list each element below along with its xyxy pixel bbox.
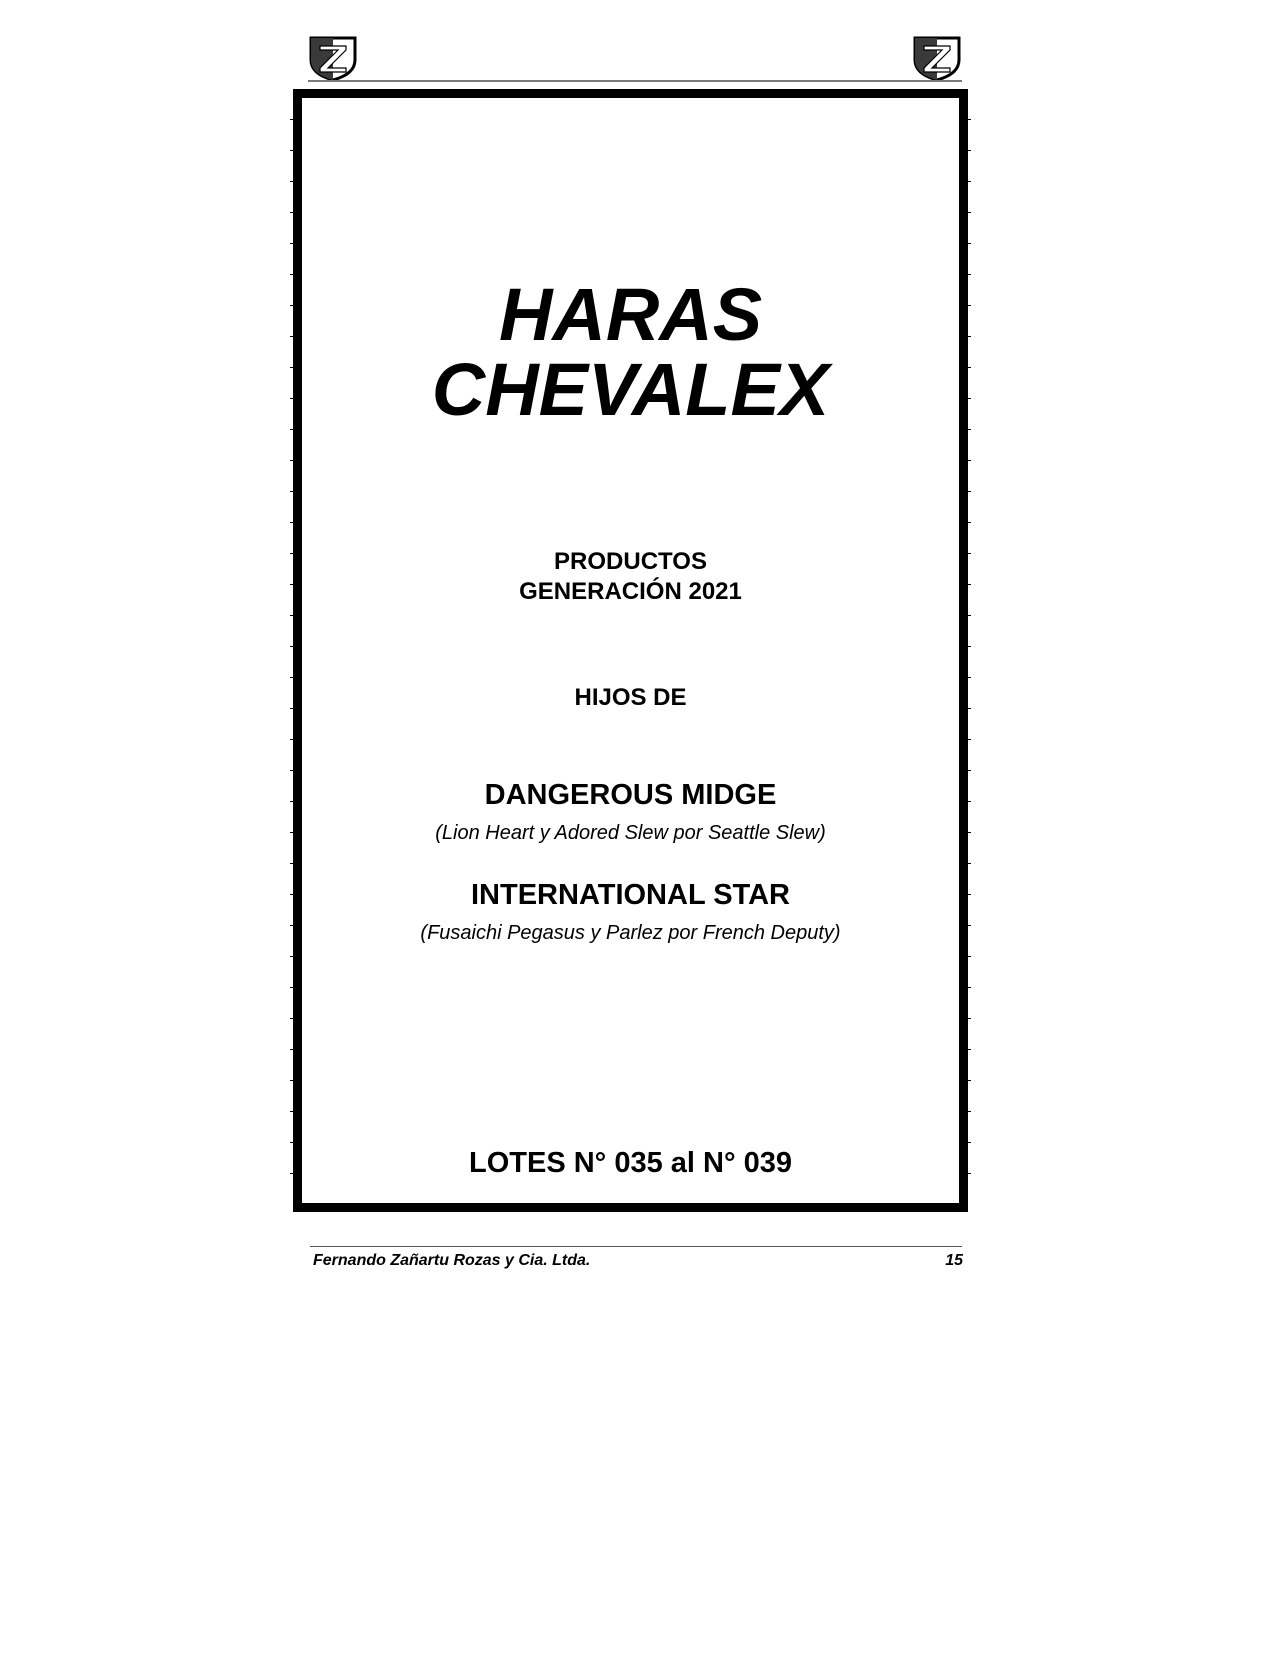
frame-tick [968,1080,971,1081]
frame-tick [968,553,971,554]
frame-tick [968,243,971,244]
frame-tick [968,336,971,337]
company-logo-left [308,34,358,82]
frame-tick [968,584,971,585]
frame-tick [968,956,971,957]
frame-tick [968,491,971,492]
fzr-shield-logo-icon [308,34,358,82]
frame-tick [968,894,971,895]
frame-tick [968,1111,971,1112]
sire-2-name: INTERNATIONAL STAR [471,879,790,911]
title-line-2: CHEVALEX [431,348,830,431]
frame-tick [968,863,971,864]
products-line-2: GENERACIÓN 2021 [519,578,742,605]
frame-tick [968,305,971,306]
header-divider [308,80,962,82]
frame-tick [968,1173,971,1174]
frame-tick [968,832,971,833]
cover-frame [293,89,968,1212]
frame-tick [968,677,971,678]
frame-tick [968,429,971,430]
frame-tick [968,801,971,802]
footer-divider [310,1246,962,1247]
sire-1-pedigree: (Lion Heart y Adored Slew por Seattle Slew) [435,822,826,844]
title-line-1: HARAS [498,273,763,356]
frame-tick [968,646,971,647]
frame-tick [968,150,971,151]
frame-tick [968,739,971,740]
frame-tick-marks-right [968,89,971,1212]
frame-tick [968,274,971,275]
frame-tick [968,522,971,523]
frame-tick [968,212,971,213]
frame-tick [968,987,971,988]
footer-company: Fernando Zañartu Rozas y Cia. Ltda. [313,1252,591,1269]
frame-tick [968,925,971,926]
frame-tick [968,1049,971,1050]
sire-1-name: DANGEROUS MIDGE [484,779,777,811]
fzr-shield-logo-icon [912,34,962,82]
frame-tick [968,770,971,771]
frame-tick [968,615,971,616]
products-line-1: PRODUCTOS [554,548,707,575]
page-number: 15 [945,1252,963,1269]
sire-2-pedigree: (Fusaichi Pegasus y Parlez por French Deputy) [420,922,841,944]
sons-label: HIJOS DE [574,684,687,711]
frame-tick [968,460,971,461]
frame-tick [968,119,971,120]
frame-tick [968,367,971,368]
frame-tick [968,708,971,709]
company-logo-right [912,34,962,82]
lots-range: LOTES N° 035 al N° 039 [469,1147,792,1179]
frame-tick [968,398,971,399]
frame-tick [968,1142,971,1143]
frame-tick [968,1018,971,1019]
frame-tick [968,181,971,182]
